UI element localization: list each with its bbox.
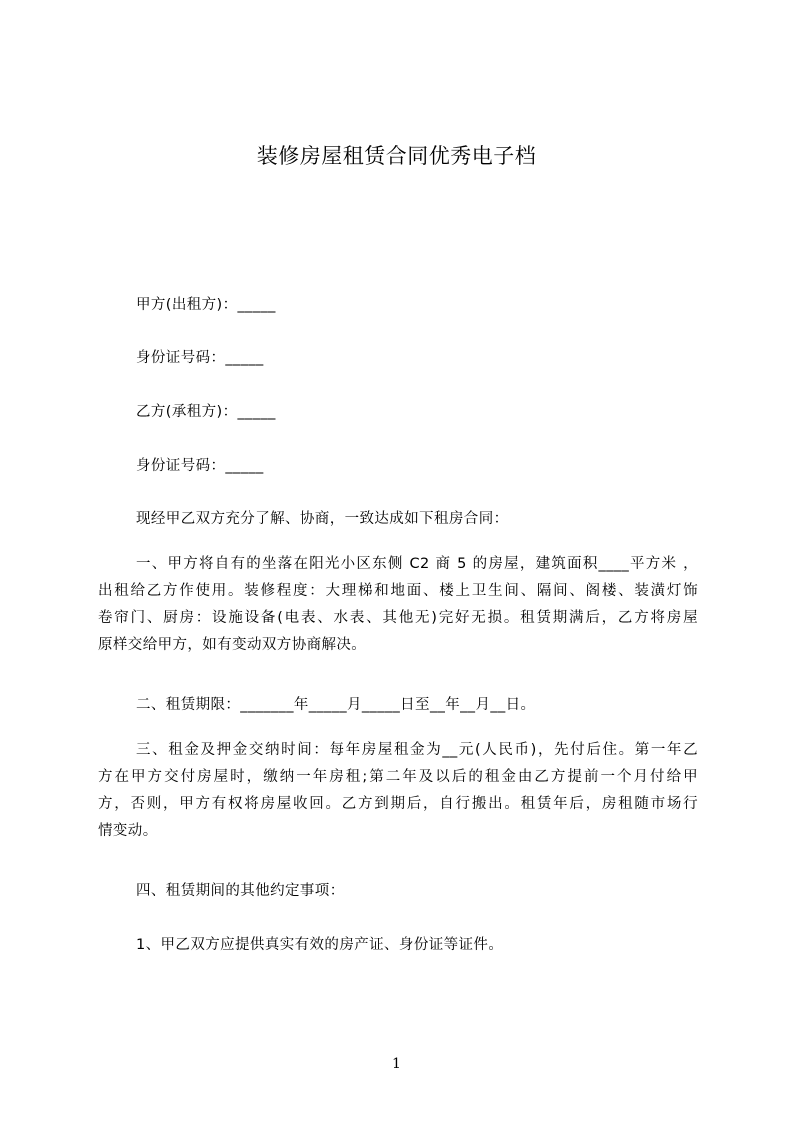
document-title: 装修房屋租赁合同优秀电子档 <box>256 144 537 168</box>
party-b-line: 乙方(承租方)：_____ <box>136 404 276 420</box>
page-number: 1 <box>392 1056 401 1072</box>
clause-1-line: 出租给乙方作使用。装修程度：大理梯和地面、楼上卫生间、隔间、阁楼、装潢灯饰 <box>98 583 698 599</box>
party-a-line: 甲方(出租方)：_____ <box>136 297 276 313</box>
clause-3-paragraph <box>98 737 698 845</box>
clause-3-line: 情变动。 <box>98 823 158 839</box>
clause-3-line: 方，否则，甲方有权将房屋收回。乙方到期后，自行搬出。租赁年后，房租随市场行 <box>98 796 698 812</box>
clause-1-line: 一、甲方将自有的坐落在阳光小区东侧 C2 商 5 的房屋，建筑面积____平方米 ， <box>136 556 698 572</box>
clause-1-paragraph <box>98 551 698 659</box>
clause-1-line: 原样交给甲方，如有变动双方协商解决。 <box>98 637 367 653</box>
clause-4-item-1: 1、甲乙双方应提供真实有效的房产证、身份证等证件。 <box>136 937 504 953</box>
clause-1-line: 卷帘门、厨房：设施设备(电表、水表、其他无)完好无损。租赁期满后，乙方将房屋 <box>98 610 698 626</box>
party-b-id-line: 身份证号码：_____ <box>136 458 264 474</box>
party-a-id-line: 身份证号码：_____ <box>136 350 264 366</box>
clause-3-line: 方在甲方交付房屋时，缴纳一年房租;第二年及以后的租金由乙方提前一个月付给甲 <box>98 769 698 785</box>
clause-4-heading: 四、租赁期间的其他约定事项： <box>136 883 345 899</box>
clause-2-paragraph: 二、租赁期限：_______年_____月_____日至__年__月__日。 <box>136 697 536 713</box>
clause-3-line: 三、租金及押金交纳时间：每年房屋租金为__元(人民币)，先付后住。第一年乙 <box>136 742 698 758</box>
intro-paragraph: 现经甲乙双方充分了解、协商，一致达成如下租房合同： <box>136 511 509 527</box>
